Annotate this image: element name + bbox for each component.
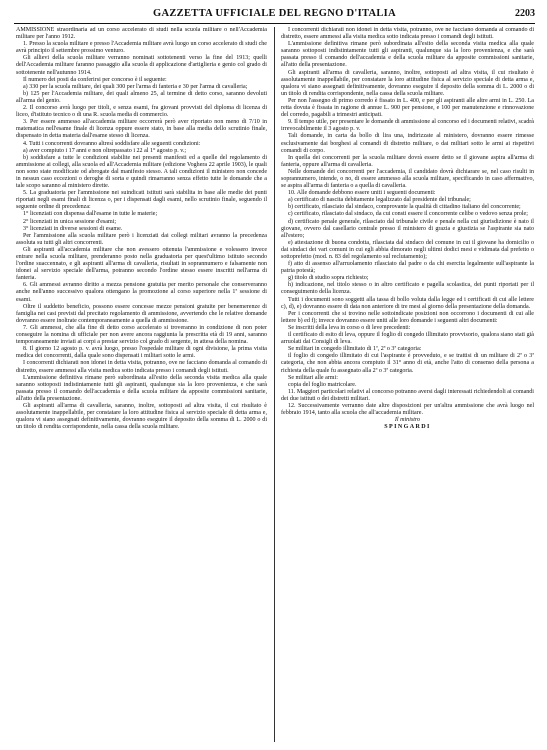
paragraph: 3. Per essere ammesso all'accademia militare occorrerà però aver riportato non meno di 7/10 in matematica nell'esame finale di licenza oppure essere stato, in base alla media dello scrutinio finale, dispensato in detta materia dall'esame stesso di licenza. (16, 119, 267, 140)
paragraph: 2. Il concorso avrà luogo per titoli, e senza esami, fra giovani provvisti del diploma di licenza di liceo, d'istituto tecnico o di una R. scuola media di commercio. (16, 105, 267, 119)
signatory-name: SPINGARDI (384, 424, 431, 431)
paragraph: Gli aspiranti all'accademia militare che non avessero ottenuta l'ammissione e volessero invece entrare nella scuola militare, prenderanno posto nella graduatoria per quest'ultimo istituto secondo l'ordine suaccennato, e gli aspiranti all'arma di cavalleria, risultati in soprannumero e falsamente non idonei al servizio speciale dell'arma, potranno secondo l'ordine stesso essere inscritti nell'arma di fanteria. (16, 246, 267, 282)
list-item: b) certificato, rilasciato dal sindaco, comprovante la qualità di cittadino italiano del concorrente; (288, 204, 521, 211)
list-item: 2° licenziati in unica sessione d'esami; (23, 218, 117, 225)
paragraph: b) soddisfare a tutte le condizioni stabilite nei presenti manifesti ed a quelle del regolamento di ammissione ai collegi, alla scuola ed all'Accademia militare (edizione Voghera 22 aprile 1903), le quali non sono state modificate od abrogate dal manifesto stesso. A tali condizioni il ministero non concede in nessun caso eccezioni o deroghe di sorta e quindi rimarranno senza effetto tutte le domande che a tale scopo saranno al ministero dirette. (16, 154, 267, 190)
signatory-title: Il ministro (394, 417, 421, 424)
paragraph: In quella dei concorrenti per la scuola militare dovrà essere detto se il giovane aspira all'arma di fanteria, oppure all'arma di cavalleria. (281, 154, 534, 168)
page-number: 2203 (515, 8, 535, 19)
paragraph: Se inscritti della leva in corso o di leve precedenti: (288, 324, 411, 331)
paragraph: Il numero dei posti da conferirsi per concorso è il seguente: (23, 76, 167, 83)
paragraph: Gli aspiranti all'arma di cavalleria, saranno, inoltre, sottoposti ad altra visita, il cui risultato è assolutamente inappellabile, per constatare la loro attitudine fisica al servizio speciale di detta arma e, qualora vi siano assegnati definitivamente, dovranno eseguire il deposito della somma di L. 2000 o di un titolo di rendita corrispondente, nella cassa della scuola militare. (16, 402, 267, 431)
page-header (14, 8, 535, 22)
paragraph: I concorrenti dichiarati non idonei in detta visita, potranno, ove ne facciano domanda al comando di distretto, essere ammessi alla visita medica sotto indicata presso i comandi degli istituti. (281, 27, 534, 41)
paragraph: a) 330 per la scuola militare, dei quali 300 per l'arma di fanteria e 30 per l'arma di cavalleria; (23, 83, 248, 90)
list-item: f) atto di assenso all'arruolamento rilasciato dal padre o da chi esercita legalmente sull'aspirante la patria potestà; (281, 261, 534, 275)
paragraph: Per non l'assegno di primo corredo è fissato in L. 400, e per gli aspiranti alle altre armi in L. 250. La retta dovuta è fissata in ragione di annue L. 900 per pensione, e 100 per manutenzione e rinnovazione del corredo, pagabili a trimestri anticipati. (281, 97, 534, 119)
list-item: 1° licenziati con dispensa dall'esame in tutte le materie; (23, 211, 158, 218)
gazette-title: GAZZETTA UFFICIALE DEL REGNO D'ITALIA (153, 8, 396, 19)
paragraph: Oltre il suddetto beneficio, possono essere concesse mezze pensioni gratuite per benemerenze di famiglia nei casi previsti dal precitato regolamento di ammissione, avvertendo che le relative domande dovranno essere inoltrate contemporaneamente a quella di ammissione. (16, 303, 267, 324)
paragraph: 7. Gli ammessi, che alla fine di detto corso accelerato si troveranno in condizione di non poter conseguire la nomina di ufficiale per non avere ancora raggiunta la prescritta età di 19 anni, saranno temporaneamente inviati ai corpi a prestar servizio col grado di sergente, in attesa della nomina. (16, 324, 267, 346)
paragraph: 9. Il tempo utile, per presentare le domande di ammissione al concorso ed i documenti relativi, scadrà irrevocabilmente il 3 agosto p. v. (281, 119, 534, 133)
paragraph: I concorrenti dichiarati non idonei in detta visita, potranno, ove ne facciano domanda al comando di distretto, essere ammessi alla visita medica sotto indicata presso i comandi degli istituti. (16, 360, 267, 374)
paragraph: L'ammissione definitiva rimane però subordinata all'esito della seconda visita medica alla quale saranno sottoposti indistintamente tutti gli aspiranti, qualunque sia la loro provenienza, e che sarà passata presso il comando dell'accademia e della scuola militare da apposite commissioni sanitarie, all'atto della presentazione. (16, 374, 267, 402)
list-item: 3° licenziati in diverse sessioni di esame. (23, 225, 123, 232)
right-column (281, 27, 534, 743)
article-heading: AMMISSIONE straordinaria ad un corso accelerato di studi nella scuola militare o nell'Accademia militare per l'anno 1912. (16, 27, 267, 41)
left-column (16, 27, 267, 743)
paragraph: 10. Alle domande debbono essere uniti i seguenti documenti: (288, 190, 436, 197)
paragraph: Se militari in congedo illimitato di 1ª, 2ª o 3ª categoria: (288, 346, 422, 353)
list-item: h) indicazione, nel titolo stesso o in altro certificato e pagella scolastica, dei punti riportati per il conseguimento della licenza. (281, 282, 534, 296)
paragraph: Gli aspiranti all'arma di cavalleria, saranno, inoltre, sottoposti ad altra visita, il cui risultato è assolutamente inappellabile, per constatare la loro attitudine fisica al servizio speciale di detta arma e, qualora vi siano assegnati definitivamente, dovranno eseguire il deposito della somma di L. 2000 o di un titolo di rendita corrispondente, nella cassa della scuola militare. (281, 69, 534, 97)
paragraph: 8. Il giorno 12 agosto p. v. avrà luogo, presso l'ospedale militare di ogni divisione, la prima visita medica dei concorrenti, dalla quale sono dispensati i militari sotto le armi. (16, 346, 267, 360)
column-separator (274, 27, 275, 742)
list-item: c) certificato, rilasciato dal sindaco, da cui consti essere il concorrente celibe o vedovo senza prole; (288, 211, 528, 218)
paragraph: 12. Successivamente verranno date altre disposizioni per un'altra ammissione che avrà luogo nel febbraio 1914, tanto alla scuola che all'accademia militare. (281, 402, 534, 417)
paragraph: Per l'ammissione alla scuola militare però i licenziati dai collegi militari avranno la precedenza assoluta su tutti gli altri concorrenti. (16, 232, 267, 246)
paragraph: 4. Tutti i concorrenti dovranno altresì soddisfare alle seguenti condizioni: (23, 140, 201, 147)
paragraph: copia del foglio matricolare. (288, 381, 357, 388)
paragraph: 6. Gli ammessi avranno diritto a mezza pensione gratuita per merito personale che conserveranno anche nell'anno successivo qualora ottengano la promozione al corso superiore nella 1ª sessione di esami. (16, 282, 267, 303)
paragraph: 1. Presso la scuola militare e presso l'Accademia militare avrà luogo un corso accelerato di studi che avrà principio il settembre prossimo venturo. (16, 41, 267, 55)
paragraph: Tali domande, in carta da bollo di lira una, indirizzate al ministero, dovranno essere rimesse esclusivamente dai borghesi al comandi di distretto militare, o dai militari sotto le armi ai rispettivi comandi di corpo. (281, 133, 534, 154)
list-item: a) certificato di nascita debitamente legalizzato dal presidente del tribunale; (288, 197, 471, 204)
paragraph: il foglio di congedo illimitato di cui l'aspirante è provveduto, e se trattisi di un militare di 2ª o 3ª categoria, che non abbia ancora compiuto il 31° anno di età, anche l'atto di consenso della persona a richiesta della quale fu assegnato alla 2ª o 3ª categoria. (281, 353, 534, 374)
paragraph: Per i concorrenti che si trovino nelle sottoindicate posizioni non occorrono i documenti di cui alle lettere b) ed f); invece dovranno essere uniti alle loro domande i seguenti altri documenti: (281, 310, 534, 324)
paragraph: b) 125 per l'Accademia militare, dei quali almeno 25, al termine di detto corso, saranno devoluti all'arma del genio. (16, 90, 267, 104)
list-item: g) titolo di studio sopra richiesto; (288, 275, 369, 282)
paragraph: Gli allievi della scuola militare verranno nominati sottotenenti verso la fine del 1913; quelli dell'Accademia militare faranno passaggio alla scuola di applicazione d'artiglieria e genio col grado di sottotenente nell'autunno 1914. (16, 55, 267, 76)
paragraph: Se militari alle armi: (288, 374, 338, 381)
paragraph: 11. Maggiori particolari relativi al concorso potranno aversi dagli interessati richiedendoli ai comandi dei due istituti o dei distretti militari. (281, 388, 534, 402)
list-item: d) certificato penale generale, rilasciato dal tribunale civile e penale nella cui giurisdizione è nato il giovane, ovvero dal casellario centrale presso il ministero di grazia e giustizia se l'aspirante sia nato all'estero; (281, 218, 534, 239)
paragraph: Nelle domande dei concorrenti per l'accademia, il candidato dovrà dichiarare se, nel caso risulti in soprannumero, intende, o no, di essere ammesso alla scuola militare, specificando in caso affermativo, se aspira all'arma di fanteria o a quella di cavalleria. (281, 168, 534, 190)
header-rule (14, 23, 535, 24)
paragraph: 5. La graduatoria per l'ammissione nei suindicati istituti sarà stabilita in base alle medie dei punti riportati negli esami finali di licenza o, per i dispensati dagli esami, nello scrutinio finale, seguendo il seguente ordine di precedenza: (16, 190, 267, 211)
paragraph: Tutti i documenti sono soggetti alla tassa di bollo voluta dalla legge ed i certificati di cui alle lettere c), d), e) dovranno essere di data non anteriore di tre mesi al giorno della presentazione della domanda. (281, 296, 534, 310)
paragraph: L'ammissione definitiva rimane però subordinata all'esito della seconda visita medica alla quale saranno sottoposti indistintamente tutti gli aspiranti, qualunque sia la loro provenienza, e che sarà passata presso il comando dell'accademia e della scuola militare da apposite commissioni sanitarie, all'atto della presentazione. (281, 41, 534, 69)
paragraph: a) aver compiuto i 17 anni e non oltrepassato i 22 al 1° agosto p. v.; (23, 147, 187, 154)
paragraph: il certificato di esito di leva, oppure il foglio di congedo illimitato provvisorio, qualora siano stati già arruolati dai Consigli di leva. (281, 332, 534, 346)
list-item: e) attestazione di buona condotta, rilasciata dal sindaco del comune in cui il giovane ha domicilio o dai sindaci dei vari comuni in cui egli abbia dimorato negli ultimi dodici mesi e vidimata dal prefetto o sottoprefetto (mod. n. 83 del regolamento sul reclutamento); (281, 239, 534, 260)
